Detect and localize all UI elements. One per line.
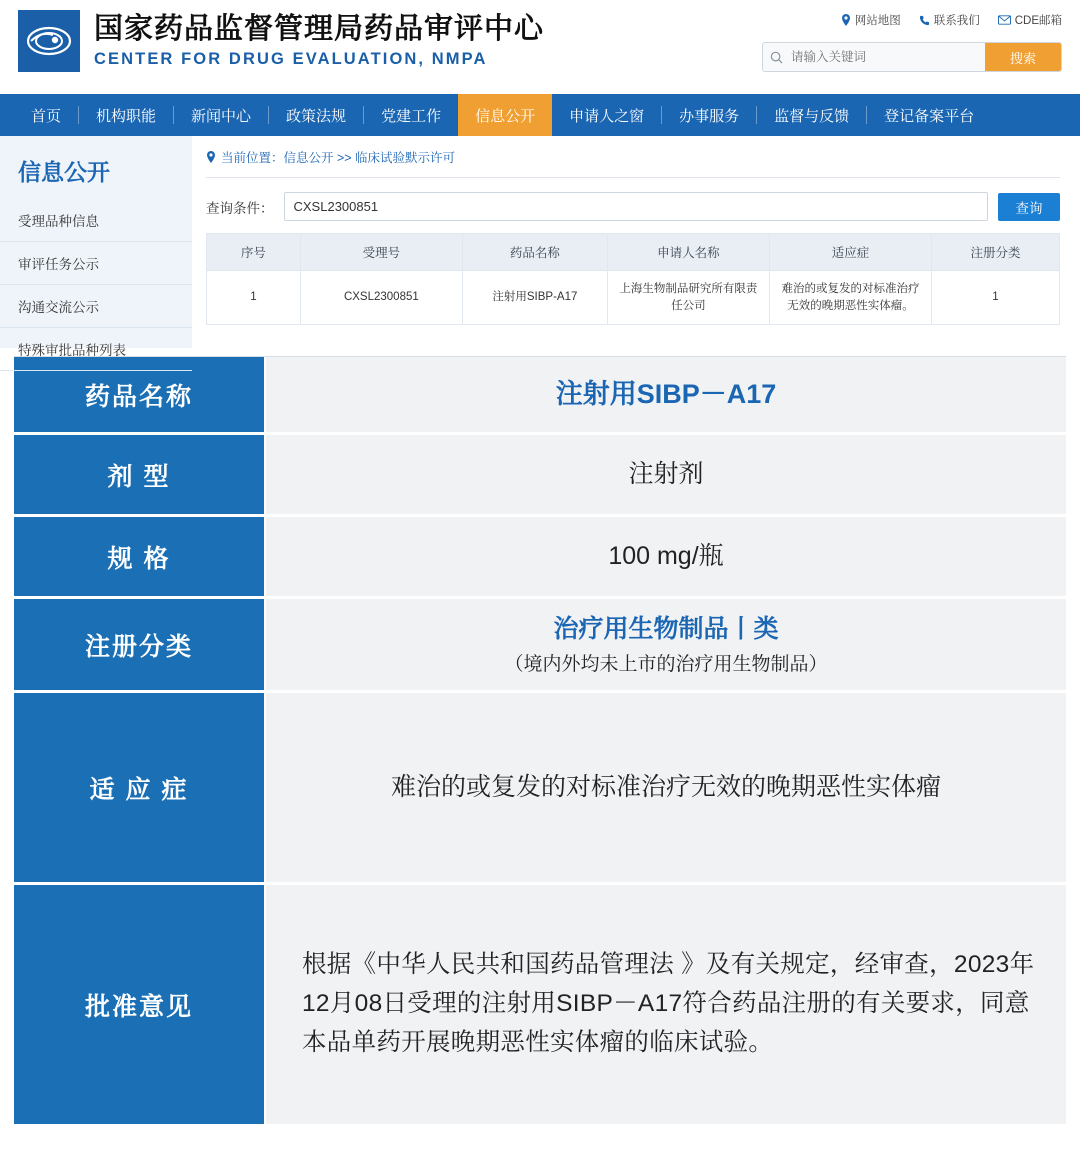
detail-row-specification	[14, 517, 1066, 599]
col-drug-name: 药品名称	[462, 234, 607, 271]
top-link-contact[interactable]	[919, 12, 980, 28]
table-header-row	[207, 234, 1060, 271]
breadcrumb	[206, 148, 1060, 178]
detail-label-registration-class: 注册分类	[14, 599, 266, 692]
nav-item-news[interactable]: 新闻中心	[191, 107, 252, 125]
detail-value-dosage-form: 注射剂	[266, 435, 1066, 516]
top-link-mail[interactable]	[998, 12, 1062, 28]
detail-row-dosage-form	[14, 435, 1066, 517]
detail-row-indication	[14, 693, 1066, 885]
detail-label-drug-name: 药品名称	[14, 357, 266, 434]
sidebar-item-accepted-varieties[interactable]: 受理品种信息	[0, 199, 192, 242]
col-index: 序号	[207, 234, 301, 271]
detail-value-registration-class	[266, 599, 1066, 692]
logo-title-cn: 国家药品监督管理局药品审评中心	[94, 13, 545, 46]
sidebar	[0, 136, 192, 358]
breadcrumb-text: 当前位置：信息公开 >> 临床试验默示许可	[221, 151, 456, 165]
logo-title-en: CENTER FOR DRUG EVALUATION, NMPA	[94, 49, 488, 68]
col-reg-class: 注册分类	[932, 234, 1060, 271]
sidebar-item-special-approval-list[interactable]: 特殊审批品种列表	[0, 328, 192, 371]
detail-value-indication: 难治的或复发的对标准治疗无效的晚期恶性实体瘤	[266, 693, 1066, 884]
cell-reg-class: 1	[932, 271, 1060, 325]
cell-acceptance-no: CXSL2300851	[300, 271, 462, 325]
registration-class-main: 治疗用生物制品丨类	[553, 614, 779, 643]
drug-detail-table	[14, 356, 1066, 1127]
nmpa-emblem-icon	[18, 10, 80, 72]
search-icon	[763, 51, 789, 64]
nav-item-supervision[interactable]: 监督与反馈	[774, 107, 850, 125]
site-logo[interactable]	[18, 10, 544, 72]
top-link-sitemap[interactable]	[841, 12, 901, 28]
detail-value-approval-opinion: 根据《中华人民共和国药品管理法 》及有关规定，经审查，2023年12月08日受理的注射用SIBP－A17符合药品注册的有关要求，同意本品单药开展晚期恶性实体瘤的临床试验。	[266, 885, 1066, 1126]
nav-item-registration-platform[interactable]: 登记备案平台	[884, 107, 975, 125]
search-button[interactable]: 搜索	[985, 42, 1061, 72]
header-right	[762, 12, 1062, 72]
cell-index: 1	[207, 271, 301, 325]
nav-item-policy[interactable]: 政策法规	[286, 107, 347, 125]
nav-item-information-disclosure[interactable]: 信息公开	[458, 94, 552, 136]
search-input[interactable]	[789, 43, 985, 71]
main-navigation	[0, 94, 1080, 136]
results-table	[206, 233, 1060, 325]
sidebar-item-review-tasks[interactable]: 审评任务公示	[0, 242, 192, 285]
nav-item-home[interactable]: 首页	[31, 107, 62, 125]
location-pin-icon	[841, 14, 851, 26]
detail-label-approval-opinion: 批准意见	[14, 885, 266, 1126]
table-row[interactable]	[207, 271, 1060, 325]
query-button[interactable]: 查询	[998, 193, 1060, 221]
content-area	[192, 136, 1080, 348]
detail-value-drug-name: 注射用SIBP－A17	[266, 357, 1066, 434]
col-applicant: 申请人名称	[607, 234, 769, 271]
nav-item-services[interactable]: 办事服务	[679, 107, 740, 125]
sidebar-item-communication[interactable]: 沟通交流公示	[0, 285, 192, 328]
top-link-contact-label: 联系我们	[933, 15, 980, 27]
nav-item-functions[interactable]: 机构职能	[96, 107, 157, 125]
site-header	[0, 0, 1080, 94]
query-input[interactable]	[284, 192, 989, 221]
registration-class-sub: （境内外均未上市的治疗用生物制品）	[504, 653, 828, 675]
detail-row-approval-opinion	[14, 885, 1066, 1127]
query-row	[206, 192, 1060, 221]
top-link-mail-label: CDE邮箱	[1014, 15, 1062, 27]
detail-value-specification: 100 mg/瓶	[266, 517, 1066, 598]
nav-item-party[interactable]: 党建工作	[381, 107, 442, 125]
top-links	[762, 12, 1062, 28]
sidebar-title: 信息公开	[18, 159, 110, 185]
search-bar[interactable]	[762, 42, 1062, 72]
detail-label-dosage-form: 剂 型	[14, 435, 266, 516]
top-link-sitemap-label: 网站地图	[854, 15, 901, 27]
page-body	[0, 136, 1080, 358]
col-acceptance-no: 受理号	[300, 234, 462, 271]
cell-drug-name: 注射用SIBP-A17	[462, 271, 607, 325]
cell-applicant: 上海生物制品研究所有限责任公司	[607, 271, 769, 325]
detail-label-specification: 规 格	[14, 517, 266, 598]
query-label: 查询条件：	[206, 200, 274, 216]
col-indication: 适应症	[769, 234, 931, 271]
mail-icon	[998, 15, 1011, 25]
location-pin-icon	[206, 151, 216, 163]
phone-icon	[919, 15, 930, 26]
detail-label-indication: 适 应 症	[14, 693, 266, 884]
nav-item-applicant-window[interactable]: 申请人之窗	[569, 107, 645, 125]
detail-row-registration-class	[14, 599, 1066, 693]
cell-indication: 难治的或复发的对标准治疗无效的晚期恶性实体瘤。	[769, 271, 931, 325]
